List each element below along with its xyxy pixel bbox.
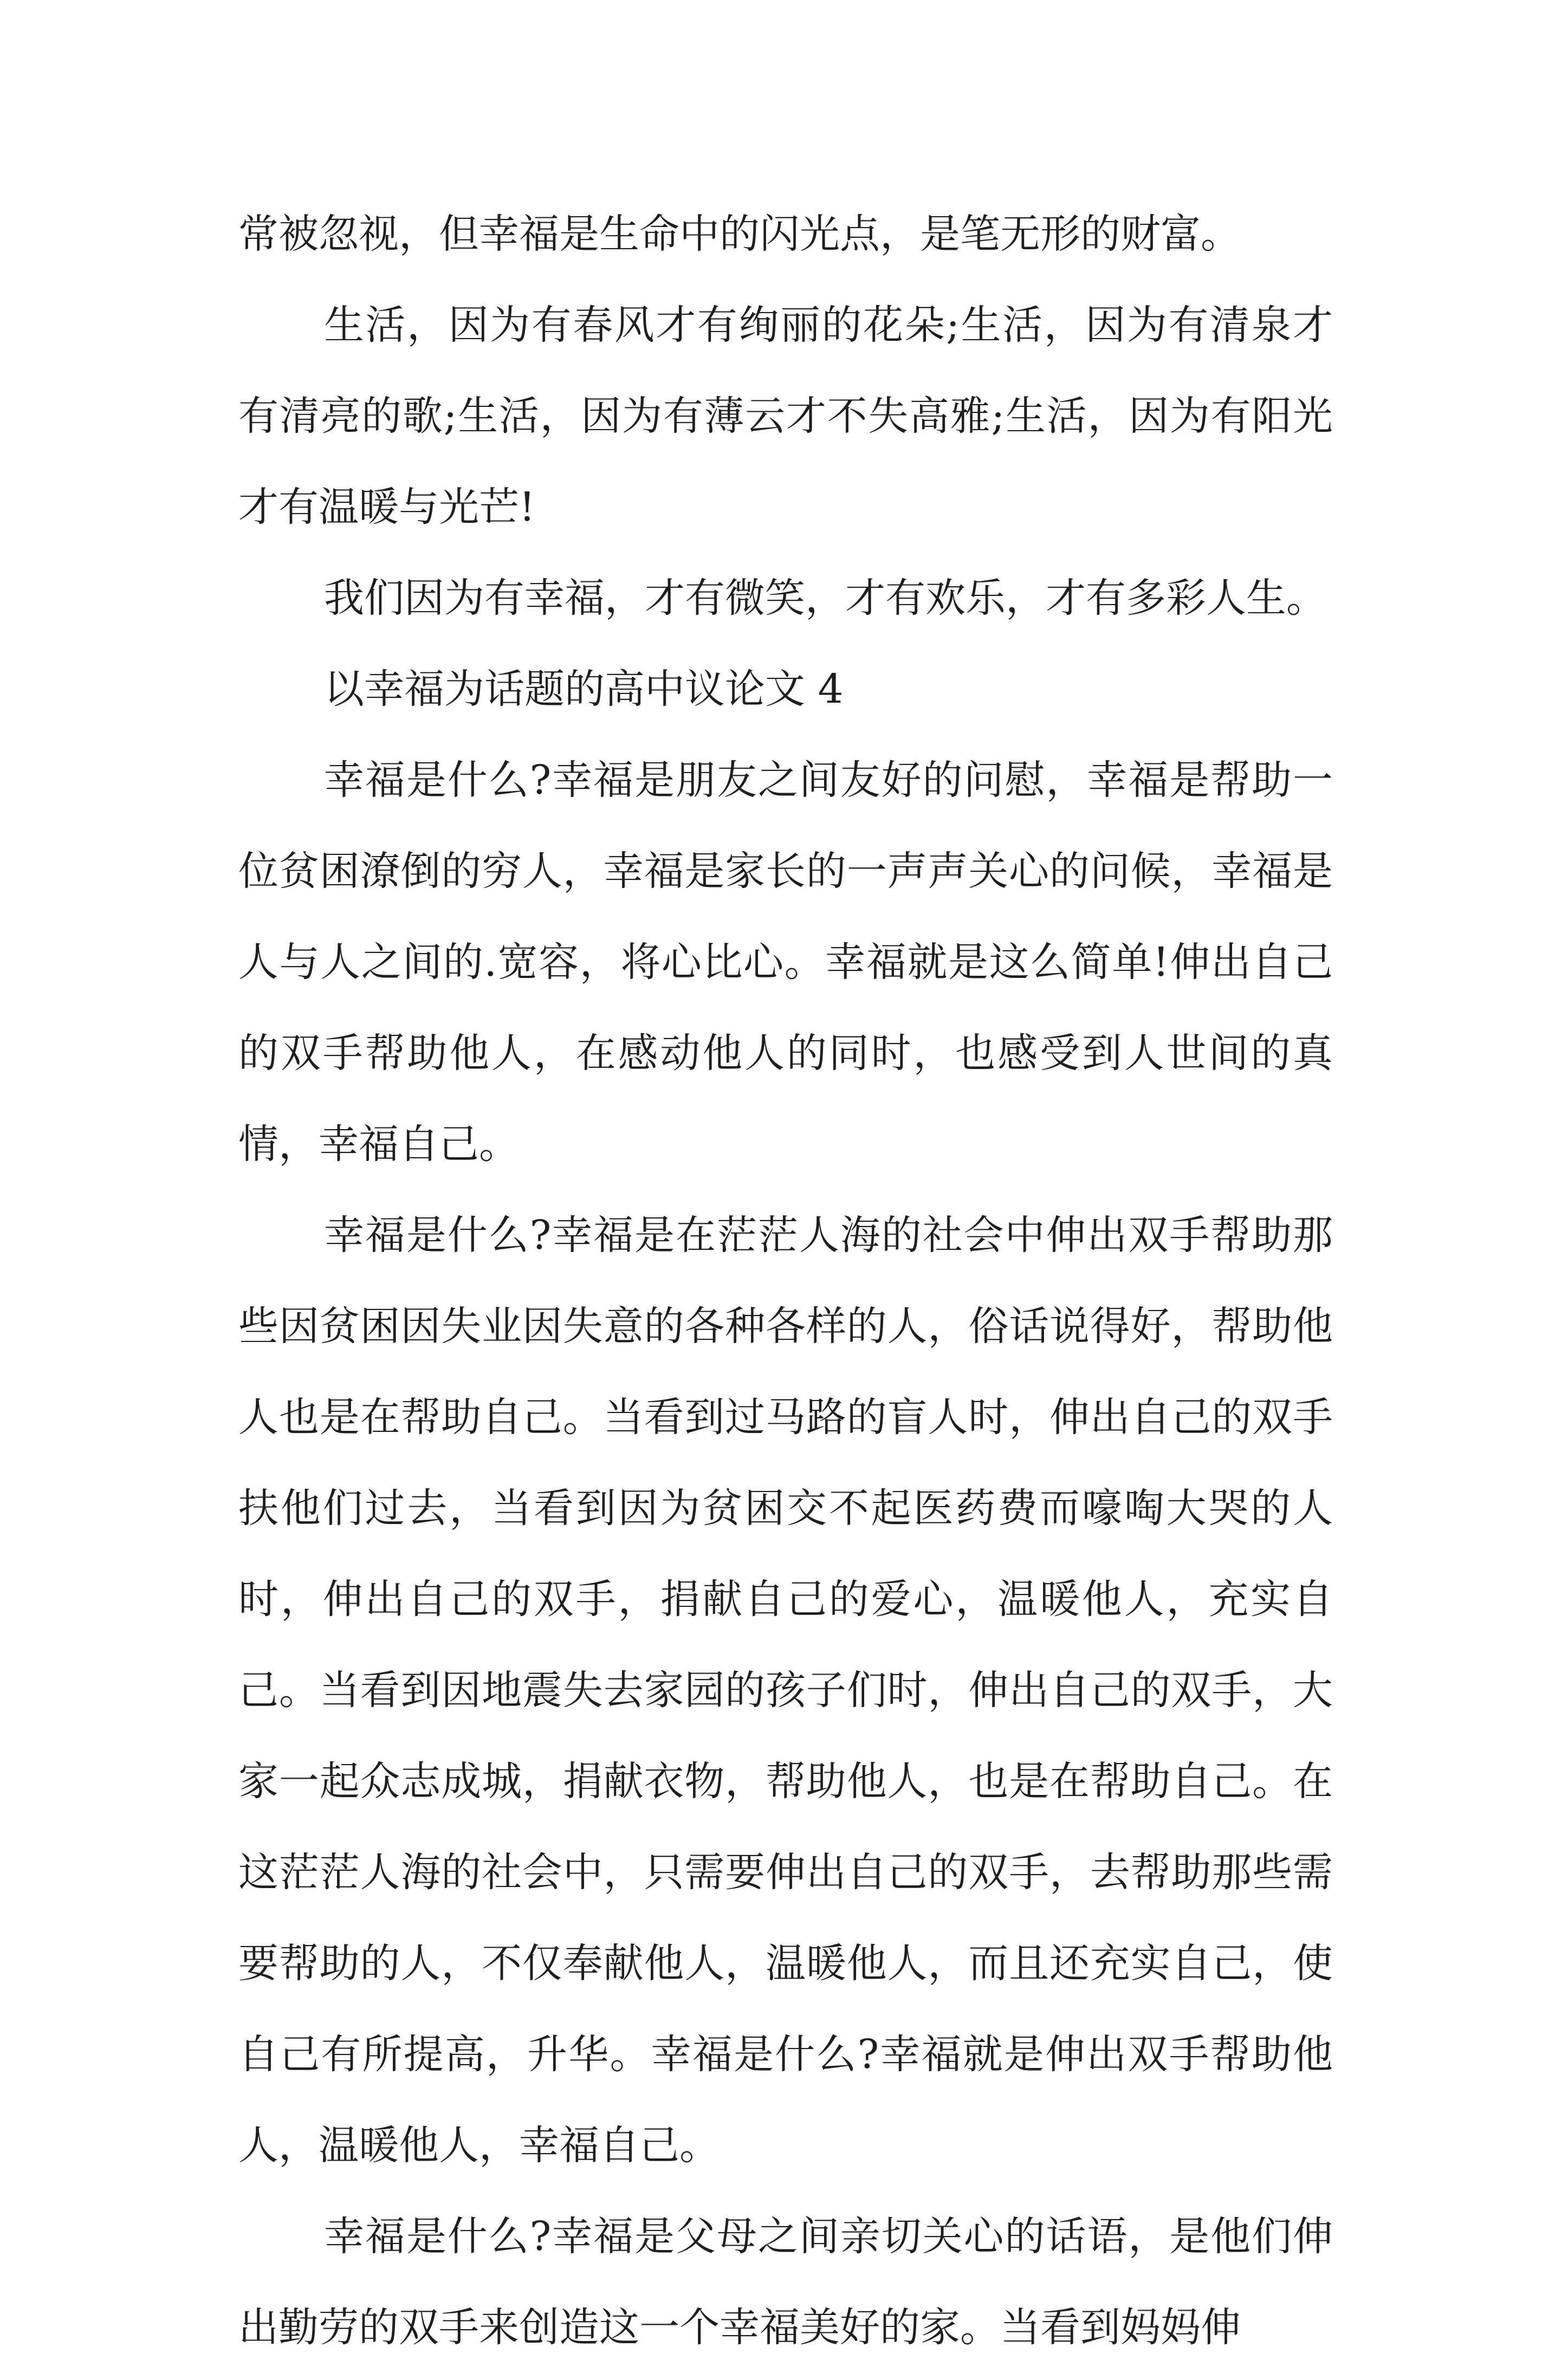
paragraph-smile: 我们因为有幸福，才有微笑，才有欢乐，才有多彩人生。	[324, 575, 1326, 621]
paragraph-what-is-happiness-3: 幸福是什么?幸福是父母之间亲切关心的话语，是他们伸出勤劳的双手来创造这一个幸福美好的家。当看到妈妈伸	[238, 2213, 1333, 2351]
paragraph-what-is-happiness-2: 幸福是什么?幸福是在茫茫人海的社会中伸出双手帮助那些因贫困因失业因失意的各种各样的人，俗话说得好，帮助他人也是在帮助自己。当看到过马路的盲人时，伸出自己的双手扶他们过去，当看到因为贫困交不起医药费而嚎啕大哭的人时，伸出自己的双手，捐献自己的爱心，温暖他人，充实自己。当看到因地震失去家园的孩子们时，伸出自己的双手，大家一起众志成城，捐献衣物，帮助他人，也是在帮助自己。在这茫茫人海的社会中，只需要伸出自己的双手，去帮助那些需要帮助的人，不仅奉献他人，温暖他人，而且还充实自己，使自己有所提高，升华。幸福是什么?幸福就是伸出双手帮助他人，温暖他人，幸福自己。	[238, 1212, 1333, 2169]
paragraph-life: 生活，因为有春风才有绚丽的花朵;生活，因为有清泉才有清亮的歌;生活，因为有薄云才不失高雅;生活，因为有阳光才有温暖与光芒!	[238, 302, 1333, 530]
section-heading: 以幸福为话题的高中议论文 4	[324, 666, 844, 712]
paragraph-continuation: 常被忽视，但幸福是生命中的闪光点，是笔无形的财富。	[238, 211, 1241, 257]
document-body	[238, 189, 1333, 2373]
paragraph-what-is-happiness-1: 幸福是什么?幸福是朋友之间友好的问慰，幸福是帮助一位贫困潦倒的穷人，幸福是家长的一声声关心的问候，幸福是人与人之间的.宽容，将心比心。幸福就是这么简单!伸出自己的双手帮助他人，在感动他人的同时，也感受到人世间的真情，幸福自己。	[238, 757, 1333, 1168]
